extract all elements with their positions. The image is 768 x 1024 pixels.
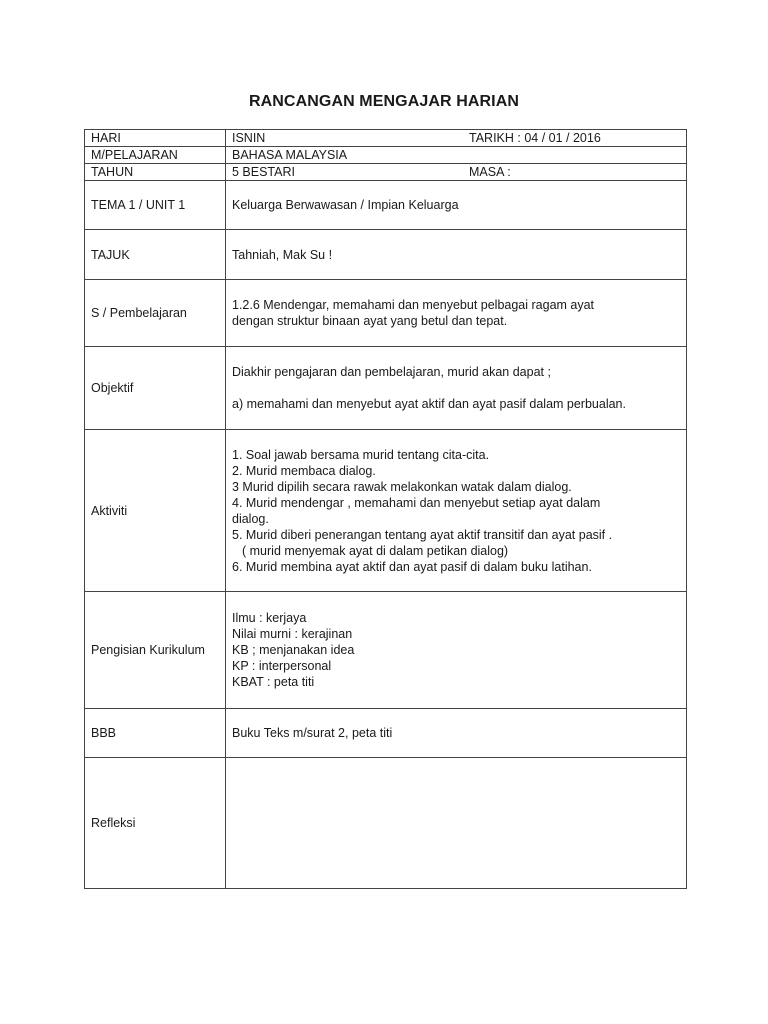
row-objektif [85,347,687,430]
refleksi-label: Refleksi [85,758,226,889]
bbb-value: Buku Teks m/surat 2, peta titi [226,709,687,758]
lesson-plan-table [84,129,687,889]
sp-line1: 1.2.6 Mendengar, memahami dan menyebut pelbagai ragam ayat [232,298,595,312]
tema-label: TEMA 1 / UNIT 1 [85,181,226,230]
list-item: ( murid menyemak ayat di dalam petikan dialog) [242,543,509,558]
mpelajaran-label: M/PELAJARAN [85,147,226,164]
row-refleksi [85,758,687,889]
aktiviti-label: Aktiviti [85,430,226,592]
list-item: 6. Murid membina ayat aktif dan ayat pasif di dalam buku latihan. [232,559,592,574]
list-item: 2. Murid membaca dialog. [232,463,376,478]
list-item: Nilai murni : kerajinan [232,627,353,641]
row-aktiviti [85,430,687,592]
tahun-label: TAHUN [85,164,226,181]
row-tahun [85,164,687,181]
row-tajuk [85,230,687,280]
list-item: Ilmu : kerjaya [232,611,307,625]
objektif-cell [226,347,687,430]
sp-cell [226,280,687,347]
pengisian-list [232,610,680,690]
list-item: 5. Murid diberi penerangan tentang ayat aktif transitif dan ayat pasif . [232,527,613,542]
tajuk-value: Tahniah, Mak Su ! [226,230,687,280]
page-title: RANCANGAN MENGAJAR HARIAN [248,93,520,110]
list-item: 1. Soal jawab bersama murid tentang cita-cita. [232,447,490,462]
list-item: KB ; menjanakan idea [232,643,355,657]
refleksi-value [226,758,687,889]
tahun-value: 5 BESTARI [232,165,295,179]
objektif-label: Objektif [85,347,226,430]
objektif-line1: Diakhir pengajaran dan pembelajaran, murid akan dapat ; [232,365,551,379]
list-item: dialog. [232,511,269,526]
tajuk-label: TAJUK [85,230,226,280]
mpelajaran-value: BAHASA MALAYSIA [226,147,687,164]
hari-value: ISNIN [232,131,266,145]
tema-value: Keluarga Berwawasan / Impian Keluarga [226,181,687,230]
list-item: KBAT : peta titi [232,675,315,689]
aktiviti-list [232,447,680,575]
objektif-line2: a) memahami dan menyebut ayat aktif dan ayat pasif dalam perbualan. [232,397,626,411]
row-mpelajaran [85,147,687,164]
row-tema [85,181,687,230]
list-item: 4. Murid mendengar , memahami dan menyebut setiap ayat dalam [232,495,601,510]
tarikh-value: TARIKH : 04 / 01 / 2016 [469,131,601,145]
hari-cell [226,130,687,147]
sp-label: S / Pembelajaran [85,280,226,347]
row-pengisian [85,592,687,709]
aktiviti-cell [226,430,687,592]
row-bbb [85,709,687,758]
hari-label: HARI [85,130,226,147]
tahun-cell [226,164,687,181]
row-hari [85,130,687,147]
list-item: 3 Murid dipilih secara rawak melakonkan watak dalam dialog. [232,479,572,494]
bbb-label: BBB [85,709,226,758]
list-item: KP : interpersonal [232,659,332,673]
pengisian-cell [226,592,687,709]
pengisian-label: Pengisian Kurikulum [85,592,226,709]
masa-value: MASA : [469,165,511,179]
sp-line2: dengan struktur binaan ayat yang betul dan tepat. [232,314,508,328]
row-sp [85,280,687,347]
